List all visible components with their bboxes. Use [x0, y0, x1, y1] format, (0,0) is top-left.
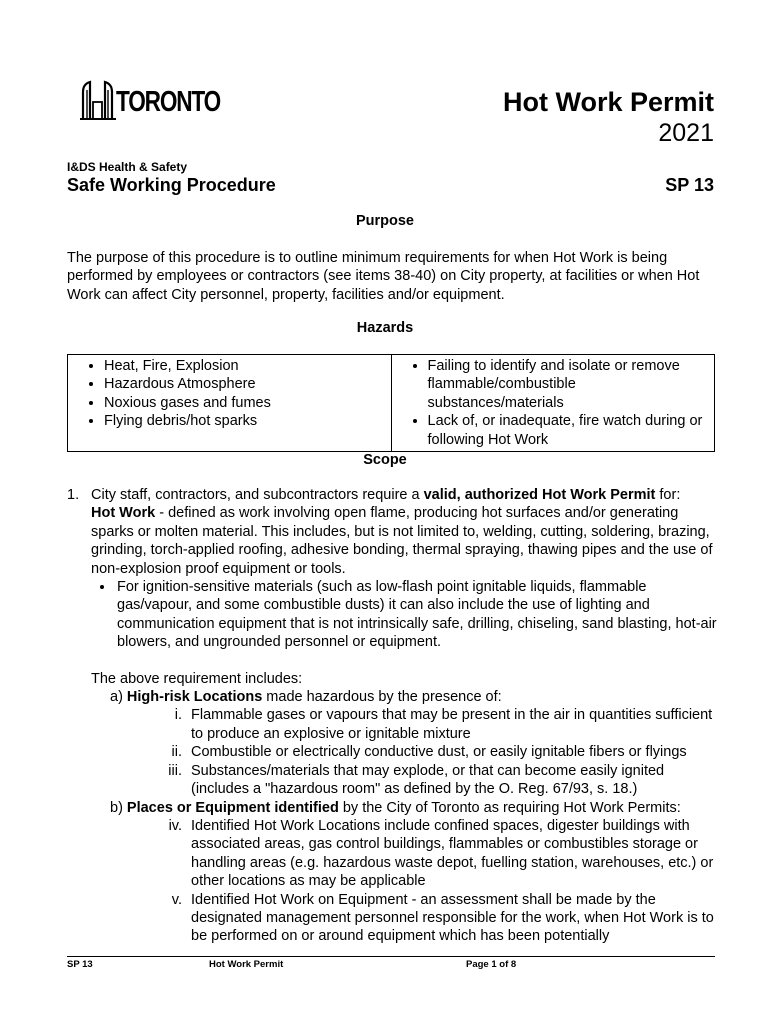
roman-item [91, 743, 717, 761]
scope-heading: Scope [363, 452, 407, 468]
footer-title: Hot Work Permit [209, 959, 284, 970]
hazards-right-cell [391, 355, 715, 452]
roman-numeral: iv. [168, 817, 182, 834]
roman-text: Flammable gases or vapours that may be present in the air in quantities sufficient to produce an explosive or ignitable mixture [191, 707, 713, 742]
roman-numeral: i. [174, 707, 182, 724]
hazard-item: • Lack of, or inadequate, fire watch during or following Hot Work [428, 412, 711, 449]
hazard-item: • Hazardous Atmosphere [104, 375, 387, 393]
hazards-left-cell [68, 355, 392, 452]
document-year: 2021 [658, 119, 714, 147]
hot-work-term: Hot Work [91, 505, 156, 522]
scope-requirement [91, 486, 717, 504]
roman-item [91, 817, 717, 891]
ignition-bullet: • For ignition-sensitive materials (such as low-flash point ignitable liquids, flammable gas/vapour, and some combustible dusts) it can also include the use of lighting and communication equipment that is not intrinsically safe, drilling, chiseling, sand blasting, hot-air blowers, and ungrounded personnel or equipment. [115, 578, 717, 652]
clause-label: a) [110, 689, 127, 706]
item-number: 1. [67, 487, 80, 503]
roman-text: Substances/materials that may explode, or that can become easily ignited (includes a "hazardous room" as defined by the O. Reg. 67/93, s. 18.) [191, 762, 665, 798]
purpose-heading: Purpose [355, 213, 414, 229]
roman-numeral: v. [171, 891, 182, 908]
footer-page-number: Page 1 of 8 [466, 959, 517, 970]
hazard-item: • Heat, Fire, Explosion [104, 357, 387, 375]
roman-text: Identified Hot Work on Equipment - an assessment shall be made by the designated management personnel responsible for the work, when Hot Work is to be performed on or around equipment which has been potentially [191, 891, 714, 945]
clause-text: made hazardous by the presence of: [262, 689, 502, 706]
clause-text: by the City of Toronto as requiring Hot Work Permits: [338, 799, 681, 816]
includes-intro: The above requirement includes: [91, 670, 303, 687]
scope-section [67, 486, 717, 946]
toronto-logo [80, 80, 220, 126]
hazards-heading: Hazards [356, 320, 414, 336]
requirement-tail: for: [655, 487, 681, 503]
clause-b [91, 799, 717, 817]
roman-numeral: iii. [168, 762, 182, 779]
procedure-code: SP 13 [665, 175, 714, 195]
footer-divider [67, 956, 715, 957]
clause-label: b) [110, 799, 127, 816]
purpose-text: The purpose of this procedure is to outline minimum requirements for when Hot Work is being performed by employees or contractors (see items 38-40) on City property, at facilities or when Hot Work can affect City personnel, property, facilities and/or equipment. [67, 250, 700, 303]
hazards-table [67, 354, 715, 452]
requirement-bold: valid, authorized Hot Work Permit [423, 487, 656, 503]
footer-code: SP 13 [67, 959, 93, 970]
roman-item [91, 706, 717, 743]
roman-item [91, 762, 717, 799]
hot-work-definition [91, 504, 717, 578]
roman-item [91, 891, 717, 946]
procedure-title: Safe Working Procedure [67, 175, 276, 195]
includes-block [67, 670, 717, 946]
roman-numeral: ii. [171, 744, 182, 761]
scope-item-1 [67, 486, 717, 652]
hot-work-text: - defined as work involving open flame, producing hot surfaces and/or generating sparks or molten material. This includes, but is not limited to, welding, cutting, soldering, brazing, grinding, torch-applied roofing, adhesive bonding, thermal spraying, thawing pipes and the use of non-explosion proof equipment or tools. [91, 505, 713, 577]
clause-a [91, 688, 717, 706]
requirement-text: City staff, contractors, and subcontractors require a [91, 487, 424, 503]
clause-bold: High-risk Locations [126, 689, 263, 706]
clause-bold: Places or Equipment identified [126, 799, 339, 816]
roman-text: Combustible or electrically conductive dust, or easily ignitable fibers or flyings [191, 744, 687, 761]
hazard-item: • Failing to identify and isolate or remove flammable/combustible substances/materials [428, 357, 711, 412]
department-label: I&DS Health & Safety [67, 160, 188, 174]
logo-wordmark: TORONTO [116, 86, 221, 118]
hazard-item: • Flying debris/hot sparks [104, 412, 387, 430]
city-hall-icon [80, 80, 116, 120]
hazard-item: • Noxious gases and fumes [104, 394, 387, 412]
document-title: Hot Work Permit [502, 87, 714, 117]
roman-text: Identified Hot Work Locations include confined spaces, digester buildings with associated areas, gas control buildings, flammables or combustibles storage or handling areas (e.g. hazardous waste depot, fuelling station, warehouses, etc.) or other locations as may be applicable [191, 817, 714, 890]
